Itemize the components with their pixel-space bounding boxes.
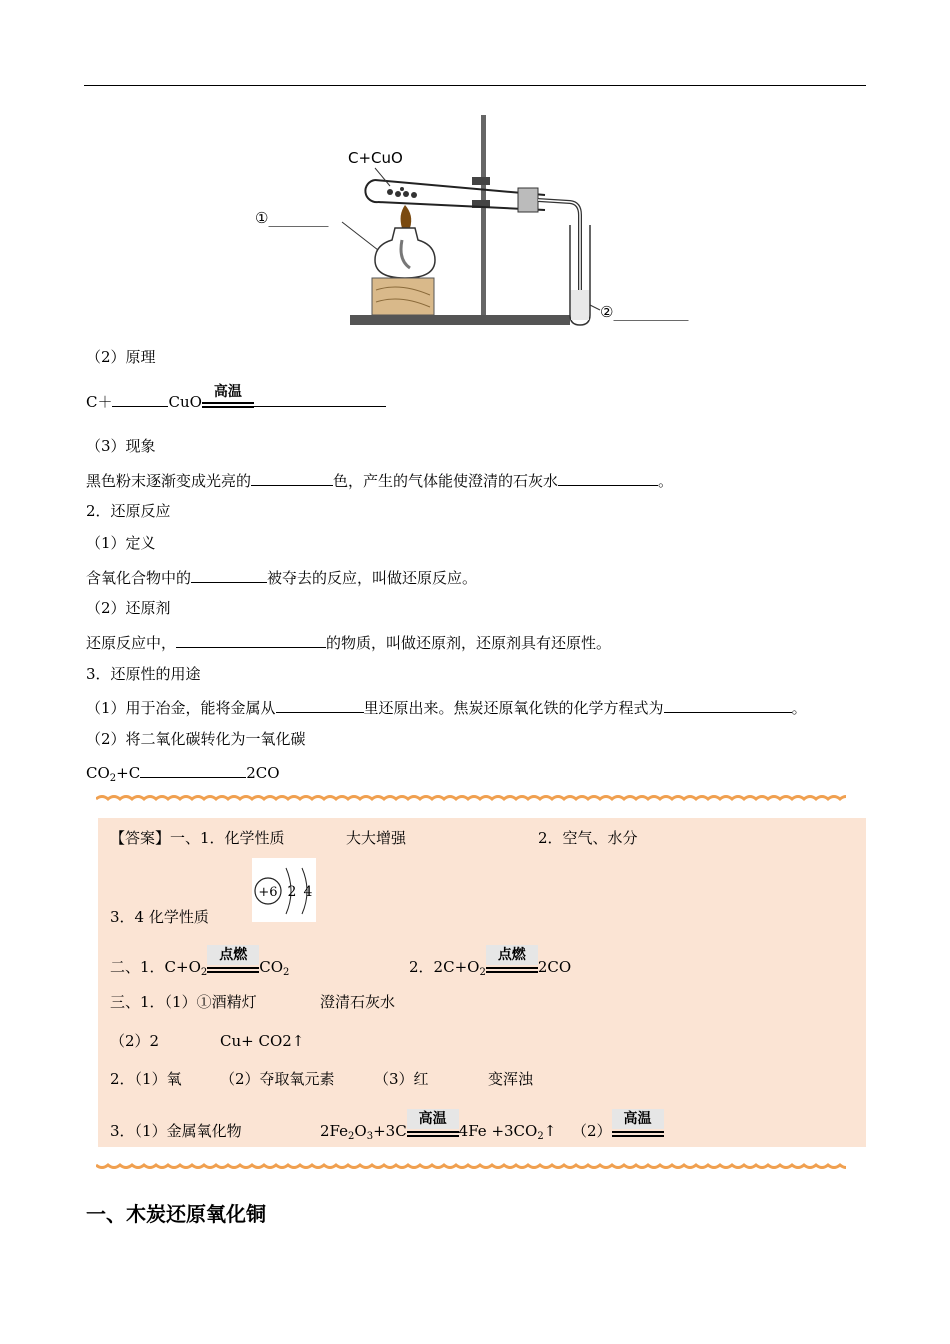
answer-row-1: 【答案】一、1．化学性质 [110,829,285,847]
answer-text: Cu+ CO2↑ [220,1032,305,1050]
stand-base [350,315,570,325]
answer-row-3-eq2: 2．$2C+O_2$ 点燃 2CO [409,947,572,978]
answer-text: 变浑浊 [488,1070,534,1088]
answer-text: 2．空气、水分 [538,829,638,847]
answer-text: （2）夺取氧元素 [220,1070,335,1088]
answer-text: （3）红 [374,1070,429,1088]
answer-row-3-eq1: 二、1．$C+O_2$ 点燃 $CO_2$ [110,947,290,978]
phenomenon-text: 黑色粉末逐渐变成光亮的 色，产生的气体能使澄清的石灰水 。 [86,469,673,491]
wave-divider-top [96,794,846,804]
label-reactants: C+CuO [348,149,403,167]
condition-high-temp: 高温 [202,402,254,412]
label-blank-2: ②__________ [600,303,689,321]
header-rule [84,85,866,86]
condition-high-temp: 高温 [407,1131,459,1141]
answer-text: 3．（1）金属氧化物 [110,1122,242,1140]
blank [112,390,168,407]
heading-3: 3．还原性的用途 [86,665,201,683]
answer-text: 大大增强 [346,829,407,847]
agent-title: （2）还原剂 [86,599,171,617]
principle-equation: C＋ CuO 高温 [86,390,386,412]
agent-text: 还原反应中， 的物质，叫做还原剂，还原剂具有还原性。 [86,631,611,653]
shell-2-electrons: 4 [303,884,313,900]
answer-text: （2）2 [110,1032,160,1050]
answer-row-2: 3．4 化学性质 [110,908,209,926]
section-heading: 一、木炭还原氧化铜 [86,1202,266,1226]
def-text: 含氧化合物中的 被夺去的反应，叫做还原反应。 [86,566,477,588]
blank [254,390,386,407]
answer-text: 2．（1）氧 [110,1070,182,1088]
co2-equation: $CO_2+C$ 2CO [86,761,280,783]
nucleus-label: +6 [258,885,278,900]
use-1: （1）用于冶金，能将金属从 里还原出来。焦炭还原氧化铁的化学方程式为 。 [86,696,807,718]
answer-iron-equation: $2Fe_2O_3+3C$ 高温 $4Fe +3CO_2↑$ [320,1111,557,1142]
condition-ignite: 点燃 [486,967,538,977]
stand-rod [481,115,486,315]
label-blank-1: ①________ [255,209,329,227]
condition-ignite: 点燃 [207,967,259,977]
wave-divider-bottom [96,1160,846,1170]
answer-box [98,818,866,1147]
answer-text: 三、1．（1）①酒精灯 [110,993,257,1011]
use-2: （2）将二氧化碳转化为一氧化碳 [86,730,306,748]
def-title: （1）定义 [86,534,156,552]
section-principle: （2）原理 [86,348,156,366]
carbon-atom-diagram [252,858,316,922]
shell-1-electrons: 2 [287,884,297,900]
heading-2: 2．还原反应 [86,502,171,520]
answer-text: 澄清石灰水 [320,993,396,1011]
condition-high-temp: 高温 [612,1131,664,1141]
answer-row-7-part2: （2） 高温 [572,1121,664,1141]
section-phenomenon: （3）现象 [86,437,156,455]
